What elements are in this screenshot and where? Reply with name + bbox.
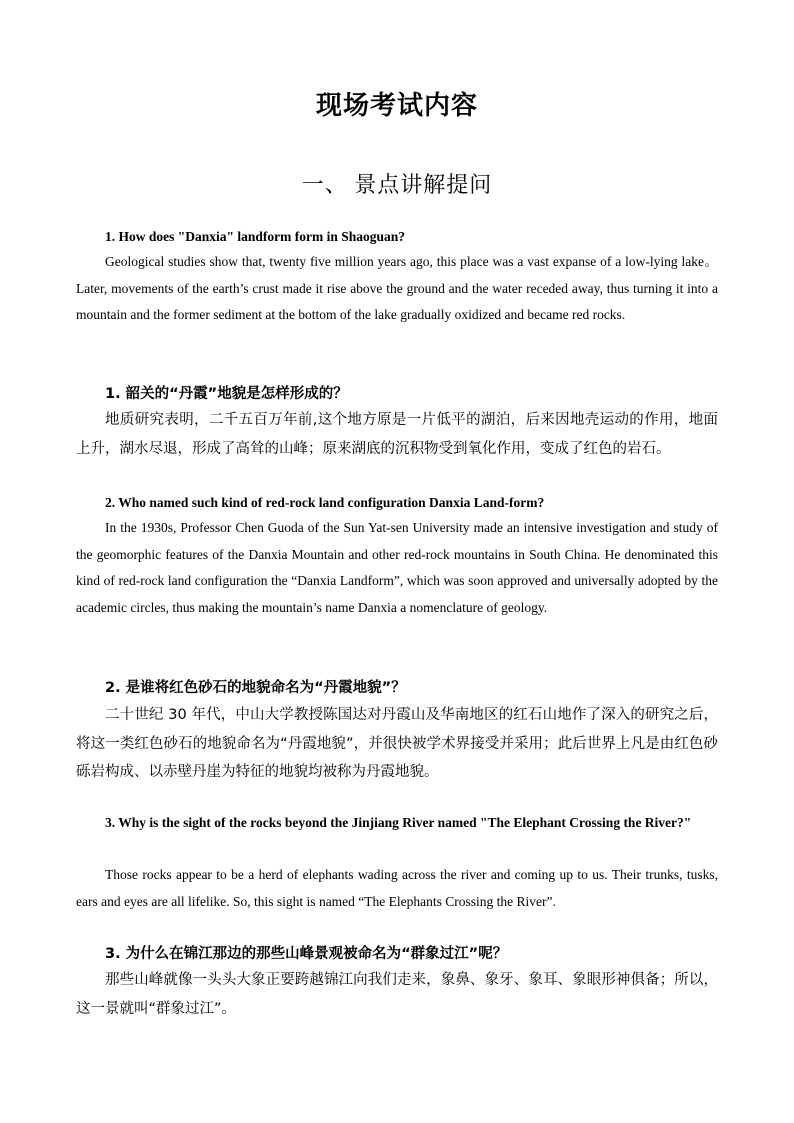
zh-answer-2: 二十世纪 30 年代，中山大学教授陈国达对丹霞山及华南地区的红石山地作了深入的研究之后，将这一类红色砂石的地貌命名为“丹霞地貌”，并很快被学术界接受并采用；此后世界上凡是由红色砂砾岩构成、以赤壁丹崖为特征的地貌均被称为丹霞地貌。 (76, 707, 718, 780)
zh-question-3: 3. 为什么在锦江那边的那些山峰景观被命名为“群象过江”呢？ (105, 946, 508, 962)
en-question-1: 1. How does "Danxia" landform form in Shaoguan? (105, 229, 406, 244)
zh-answer-1: 地质研究表明，二千五百万年前,这个地方原是一片低平的湖泊，后来因地壳运动的作用，地面上升，湖水尽退，形成了高耸的山峰；原来湖底的沉积物受到氧化作用，变成了红色的岩石。 (76, 412, 718, 457)
en-answer-1: Geological studies show that, twenty five million years ago, this place was a vast expanse of a low-lying lake。Later, movements of the earth’s crust made it rise above the ground and the water receded away, thus turning it into a mountain and the former sediment at the bottom of the lake gradually oxidized and became red rocks. (76, 254, 718, 322)
page-title: 现场考试内容 (315, 91, 478, 120)
zh-question-1: 1. 韶关的“丹霞”地貌是怎样形成的？ (105, 386, 348, 402)
en-answer-3: Those rocks appear to be a herd of elephants wading across the river and coming up to us. Their trunks, tusks, ears and eyes are all lifelike. So, this sight is named “The Elephants Crossing the River”. (76, 867, 718, 909)
zh-answer-3: 那些山峰就像一头头大象正要跨越锦江向我们走来，象鼻、象牙、象耳、象眼形神俱备；所以，这一景就叫“群象过江”。 (76, 972, 718, 1017)
section-heading: 一、 景点讲解提问 (301, 172, 493, 197)
en-question-2: 2. Who named such kind of red-rock land configuration Danxia Land-form? (105, 495, 545, 510)
zh-question-2: 2. 是谁将红色砂石的地貌命名为“丹霞地貌”？ (105, 680, 406, 696)
en-question-3: 3. Why is the sight of the rocks beyond the Jinjiang River named "The Elephant Crossing the River?" (105, 815, 692, 830)
en-answer-2: In the 1930s, Professor Chen Guoda of the Sun Yat-sen University made an intensive investigation and study of the geomorphic features of the Danxia Mountain and other red-rock mountains in South China. He denominated this kind of red-rock land configuration the “Danxia Landform”, which was soon approved and universally adopted by the academic circles, thus making the mountain’s name Danxia a nomenclature of geology. (76, 520, 718, 615)
